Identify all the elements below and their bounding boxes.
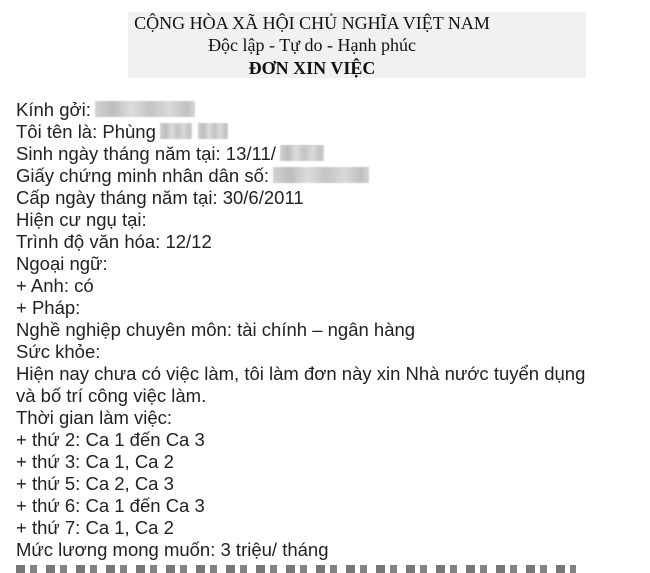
redacted-recipient bbox=[95, 101, 195, 117]
schedule-item: + thứ 3: Ca 1, Ca 2 bbox=[16, 451, 174, 472]
line-french bbox=[16, 297, 616, 319]
line-issue-date bbox=[16, 187, 616, 209]
line-thursday bbox=[16, 473, 616, 495]
line-profession bbox=[16, 319, 616, 341]
document-body bbox=[16, 99, 616, 561]
redacted-id-number bbox=[273, 167, 369, 183]
line-education bbox=[16, 231, 616, 253]
national-title: CỘNG HÒA XÃ HỘI CHỦ NGHĨA VIỆT NAM bbox=[134, 13, 490, 33]
profession-text: Nghề nghiệp chuyên môn: tài chính – ngân hàng bbox=[16, 319, 416, 340]
schedule-item: + thứ 5: Ca 2, Ca 3 bbox=[16, 473, 174, 494]
salary-text: Mức lương mong muốn: 3 triệu/ tháng bbox=[16, 539, 329, 560]
line-health bbox=[16, 341, 616, 363]
english-text: + Anh: có bbox=[16, 275, 94, 296]
line-working-time bbox=[16, 407, 616, 429]
line-monday bbox=[16, 429, 616, 451]
line-friday bbox=[16, 495, 616, 517]
line-address bbox=[16, 209, 616, 231]
languages-text: Ngoại ngữ: bbox=[16, 253, 108, 274]
schedule-item: + thứ 7: Ca 1, Ca 2 bbox=[16, 517, 174, 538]
line-salary bbox=[16, 539, 616, 561]
line-request-1 bbox=[16, 363, 616, 385]
address-text: Hiện cư ngụ tại: bbox=[16, 209, 147, 230]
id-label: Giấy chứng minh nhân dân số: bbox=[16, 165, 270, 186]
line-languages bbox=[16, 253, 616, 275]
document-title: ĐƠN XIN VIỆC bbox=[248, 58, 376, 78]
national-motto: Độc lập - Tự do - Hạnh phúc bbox=[208, 35, 416, 55]
line-english bbox=[16, 275, 616, 297]
name-label: Tôi tên là: Phùng bbox=[16, 121, 156, 142]
french-text: + Pháp: bbox=[16, 297, 81, 318]
schedule-item: + thứ 2: Ca 1 đến Ca 3 bbox=[16, 429, 205, 450]
request-text-2: và bố trí công việc làm. bbox=[16, 385, 207, 406]
education-text: Trình độ văn hóa: 12/12 bbox=[16, 231, 212, 252]
cut-off-next-line bbox=[16, 564, 576, 573]
line-saturday bbox=[16, 517, 616, 539]
working-time-text: Thời gian làm việc: bbox=[16, 407, 173, 428]
kinh-goi-label: Kính gởi: bbox=[16, 99, 91, 120]
request-text-1: Hiện nay chưa có việc làm, tôi làm đơn này xin Nhà nước tuyển dụng bbox=[16, 363, 586, 384]
issue-date-text: Cấp ngày tháng năm tại: 30/6/2011 bbox=[16, 187, 304, 208]
line-name bbox=[16, 121, 616, 143]
line-kinh-goi bbox=[16, 99, 616, 121]
document-header bbox=[14, 12, 610, 80]
line-request-2 bbox=[16, 385, 616, 407]
schedule-item: + thứ 6: Ca 1 đến Ca 3 bbox=[16, 495, 205, 516]
line-birth bbox=[16, 143, 616, 165]
redacted-name-part bbox=[160, 123, 192, 139]
health-text: Sức khỏe: bbox=[16, 341, 101, 362]
line-tuesday bbox=[16, 451, 616, 473]
redacted-birth-year bbox=[280, 145, 324, 161]
line-id bbox=[16, 165, 616, 187]
redacted-name-part bbox=[198, 123, 228, 139]
birth-label: Sinh ngày tháng năm tại: 13/11/ bbox=[16, 143, 276, 164]
